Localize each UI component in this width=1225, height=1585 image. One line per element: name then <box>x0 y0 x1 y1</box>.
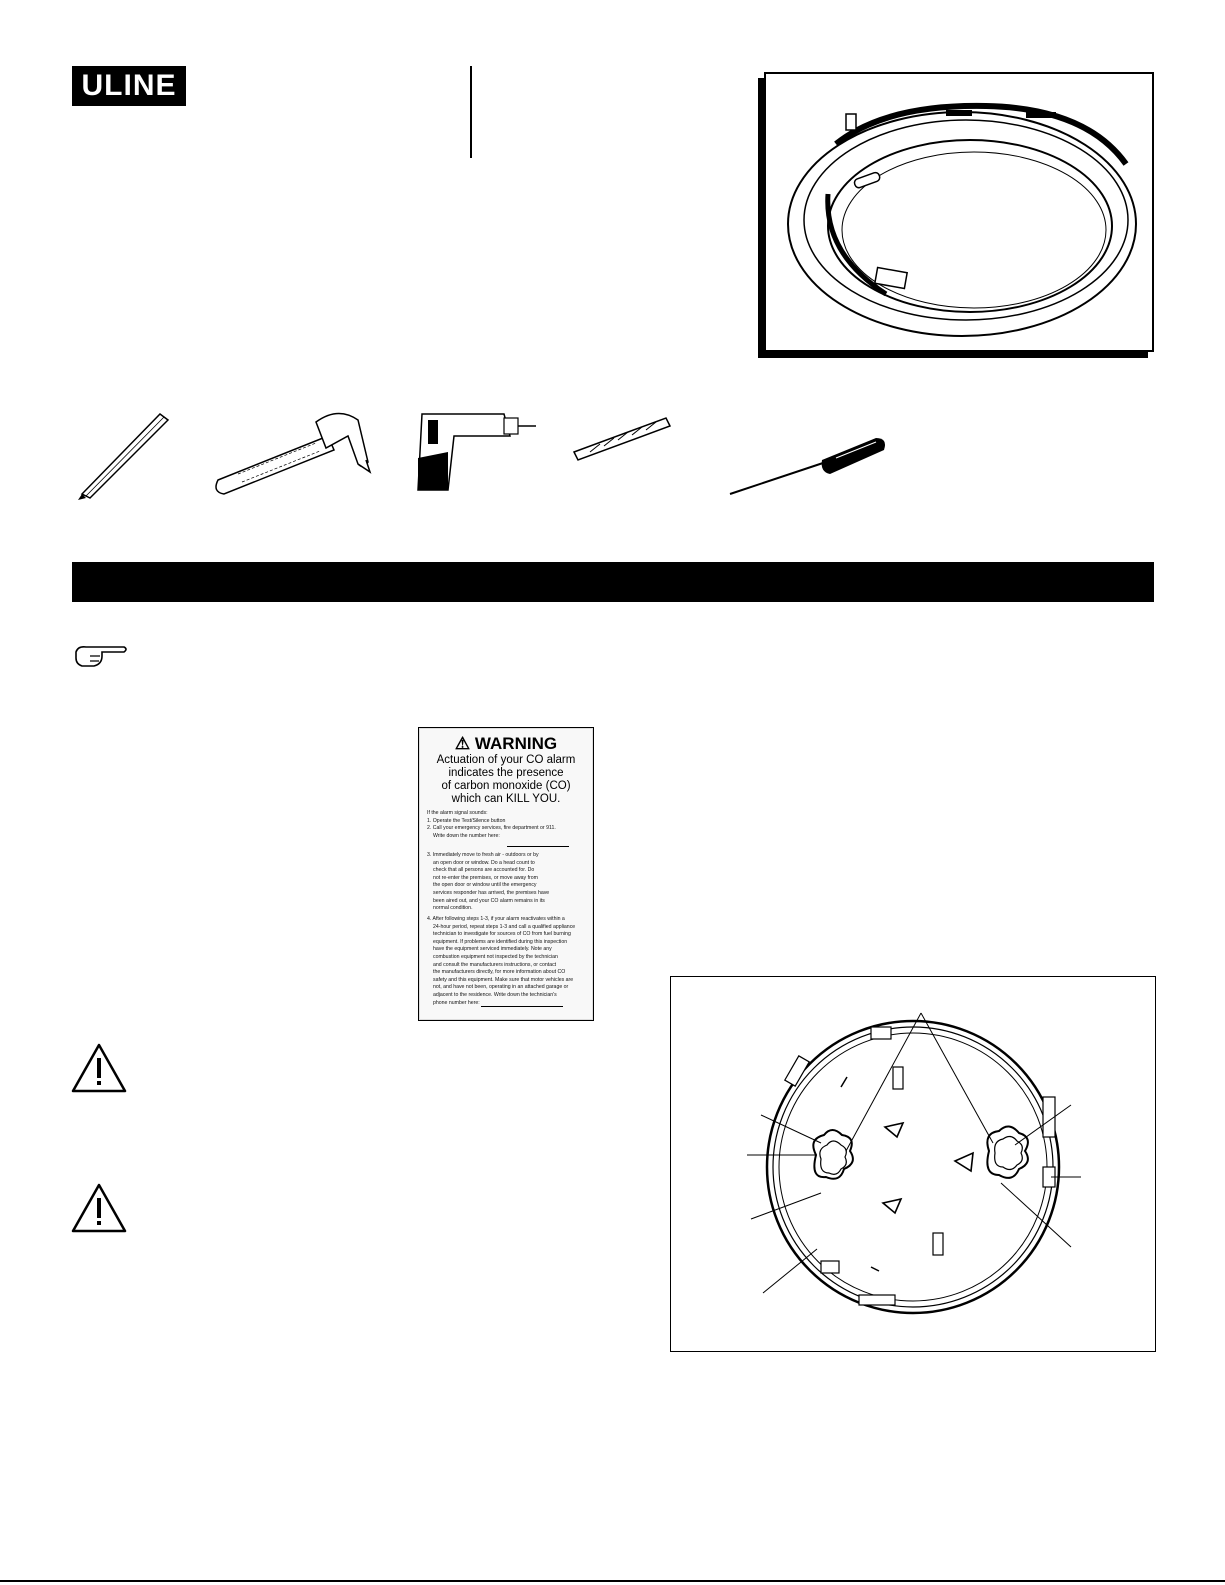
step-4-line: have the equipment serviced immediately. Note any <box>433 946 552 953</box>
step-3-line: an open door or window. Do a head count to <box>433 859 535 866</box>
step-1-text: 1. Operate the Test/Silence button <box>427 817 506 824</box>
technician-number-line <box>481 1006 563 1007</box>
warning-step-3 <box>427 852 587 913</box>
caution-triangle-icon <box>70 1042 128 1094</box>
mounting-plate-diagram <box>671 977 1155 1351</box>
drill-bit-icon <box>570 412 676 468</box>
bottom-rule <box>0 1580 1225 1582</box>
headline-line: of carbon monoxide (CO) <box>441 780 571 792</box>
step-4-line: 4. After following steps 1-3, if your alarm reactivates within a <box>427 916 565 922</box>
caution-triangle-icon <box>70 1182 128 1234</box>
pointing-hand-icon <box>72 642 130 670</box>
co-warning-label <box>418 727 594 1021</box>
step-3-line: check that all persons are accounted for. Do <box>433 867 535 874</box>
pencil-icon <box>72 408 172 502</box>
warning-steps-1-2 <box>427 810 587 840</box>
hammer-icon <box>208 406 378 502</box>
step-4-line: adjacent to the residence. Write down the technician's <box>433 991 557 998</box>
header-divider <box>470 66 472 158</box>
step-4-line: technician to investigate for sources of CO from fuel burning <box>433 931 571 938</box>
warning-title-text: WARNING <box>474 734 558 753</box>
intro-text: If the alarm signal sounds: <box>427 810 488 816</box>
step-4-line: and consult the manufacturers instructions, or contact <box>433 961 557 968</box>
warning-headline <box>427 754 585 806</box>
headline-line: indicates the presence <box>448 767 564 779</box>
headline-line: Actuation of your CO alarm <box>436 754 576 766</box>
step-4-line: 24-hour period, repeat steps 1-3 and call a qualified appliance <box>433 923 576 930</box>
uline-logo <box>72 66 186 106</box>
headline-line: which can KILL YOU. <box>451 793 561 805</box>
screwdriver-icon <box>726 432 890 498</box>
step-4-line: equipment. If problems are identified during this inspection <box>433 938 568 945</box>
step-3-line: 3. Immediately move to fresh air - outdoors or by <box>427 852 539 858</box>
logo-text: ULINE <box>81 69 177 102</box>
product-image-frame <box>764 72 1154 352</box>
step-3-line: not re-enter the premises, or move away from <box>433 874 538 881</box>
mounting-plate-figure <box>670 976 1156 1352</box>
drill-icon <box>414 410 538 492</box>
step-4-line: the manufacturers directly, for more information about CO <box>433 969 566 976</box>
co-alarm-illustration <box>766 74 1152 350</box>
warning-step-4 <box>427 916 587 1007</box>
step-4-line: not, and have not been, operating in an attached garage or <box>433 984 569 991</box>
step-3-line: services responder has arrived, the premises have <box>433 889 550 896</box>
section-header-bar <box>72 562 1154 602</box>
step-4-line: combustion equipment not inspected by the technician <box>433 953 558 960</box>
step-2-subtext: Write down the number here: <box>433 832 500 839</box>
step-4-line: safety and this equipment. Make sure that motor vehicles are <box>433 976 574 983</box>
step-3-line: the open door or window until the emergency <box>433 882 537 889</box>
step-3-line: normal condition. <box>433 905 473 912</box>
emergency-number-line <box>507 846 569 847</box>
warning-title <box>419 734 593 754</box>
warning-triangle-icon: ⚠ <box>454 734 471 753</box>
step-4-line: phone number here: <box>433 999 480 1006</box>
step-3-line: been aired out, and your CO alarm remains in its <box>433 897 545 904</box>
step-2-text: 2. Call your emergency services, fire department or 911. <box>427 825 556 832</box>
